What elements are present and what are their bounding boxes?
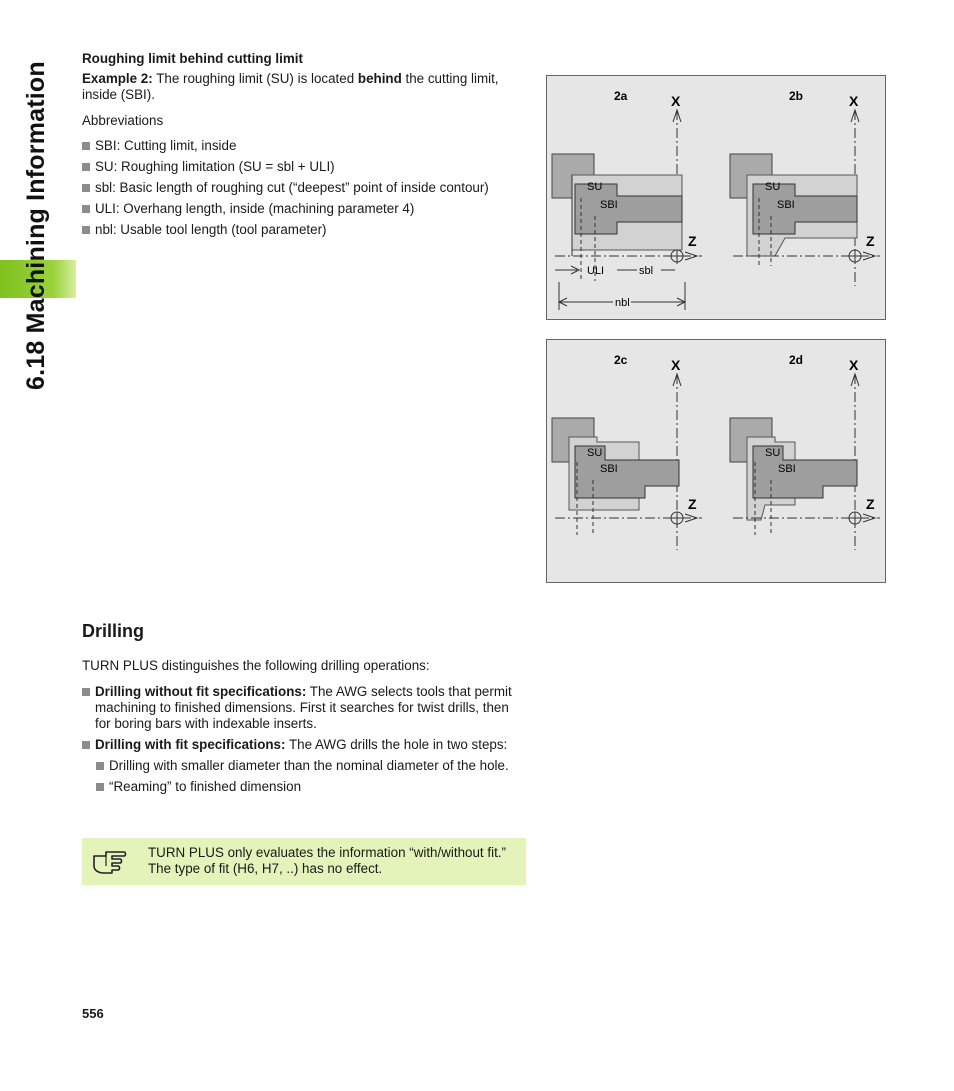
panel-2d	[730, 353, 880, 550]
label-2a: 2a	[614, 89, 628, 103]
panel-2b	[730, 89, 880, 286]
axis-z-label: Z	[866, 233, 875, 249]
list-item: sbl: Basic length of roughing cut (“deepest” point of inside contour)	[82, 180, 527, 196]
list-item: SBI: Cutting limit, inside	[82, 138, 527, 154]
axis-x-label: X	[849, 93, 859, 109]
bullet-icon	[82, 226, 90, 234]
list-item: ULI: Overhang length, inside (machining parameter 4)	[82, 201, 527, 217]
pointing-hand-icon	[90, 844, 130, 878]
label-nbl: nbl	[615, 297, 630, 309]
bullet-icon	[96, 783, 104, 791]
list-item: nbl: Usable tool length (tool parameter)	[82, 222, 527, 238]
label-sbi: SBI	[778, 463, 796, 475]
drilling-intro: TURN PLUS distinguishes the following drilling operations:	[82, 658, 430, 673]
list-item: Drilling with fit specifications: The AWG drills the hole in two steps:	[82, 737, 527, 753]
bullet-icon	[82, 205, 90, 213]
example-paragraph	[82, 71, 527, 103]
bullet-icon	[82, 142, 90, 150]
label-2b: 2b	[789, 89, 804, 103]
figure-2c-2d	[546, 339, 886, 583]
drilling-list	[82, 684, 527, 795]
list-item: SU: Roughing limitation (SU = sbl + ULI)	[82, 159, 527, 175]
example-text: The roughing limit (SU) is located	[152, 71, 358, 86]
sub-list-item: Drilling with smaller diameter than the nominal diameter of the hole.	[82, 758, 527, 774]
roughing-heading: Roughing limit behind cutting limit	[82, 51, 303, 66]
panel-2c	[552, 353, 702, 550]
example-bold: behind	[357, 71, 402, 86]
label-uli: ULI	[587, 265, 605, 277]
note-box	[82, 838, 526, 885]
axis-z-label: Z	[688, 233, 697, 249]
bullet-icon	[82, 688, 90, 696]
page-number: 556	[82, 1006, 104, 1021]
list-item: Drilling without fit specifications: The AWG selects tools that permit machining to finished dimensions. First it searches for twist drills, then for boring bars with indexable inserts.	[82, 684, 527, 732]
panel-2a	[552, 89, 702, 310]
label-su: SU	[765, 447, 781, 459]
label-su: SU	[765, 181, 781, 193]
example-text-end: the cutting limit, inside (SBI).	[82, 71, 499, 102]
example-label: Example 2:	[82, 71, 153, 86]
figure-2a-2b	[546, 75, 886, 320]
label-sbi: SBI	[600, 199, 618, 211]
label-su: SU	[587, 447, 603, 459]
bullet-icon	[82, 163, 90, 171]
label-sbl: sbl	[639, 265, 654, 277]
bullet-icon	[82, 741, 90, 749]
label-2c: 2c	[614, 353, 628, 367]
label-sbi: SBI	[777, 199, 795, 211]
label-2d: 2d	[789, 353, 804, 367]
bullet-icon	[96, 762, 104, 770]
axis-z-label: Z	[688, 496, 697, 512]
axis-x-label: X	[671, 93, 681, 109]
label-sbi: SBI	[600, 463, 618, 475]
bullet-icon	[82, 184, 90, 192]
axis-z-label: Z	[866, 496, 875, 512]
axis-x-label: X	[849, 357, 859, 373]
label-su: SU	[587, 181, 603, 193]
axis-x-label: X	[671, 357, 681, 373]
abbreviation-list	[82, 138, 527, 238]
abbreviations-label: Abbreviations	[82, 113, 164, 128]
sub-list-item: “Reaming” to finished dimension	[82, 779, 527, 795]
drilling-heading: Drilling	[82, 621, 144, 641]
chapter-title: 6.18 Machining Information	[22, 61, 50, 390]
note-text: TURN PLUS only evaluates the information “with/without fit.” The type of fit (H6, H7, ..) has no effect.	[148, 845, 506, 876]
